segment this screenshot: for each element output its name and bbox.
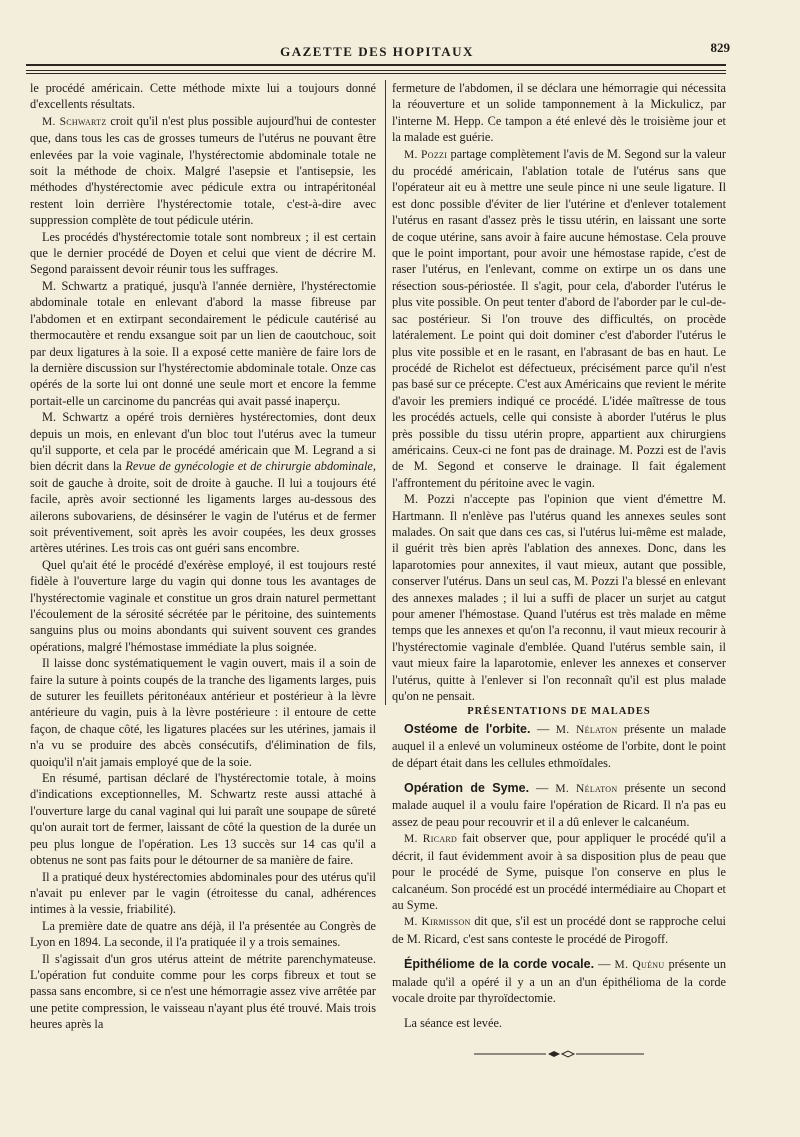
speaker-name: M. Nélaton: [555, 723, 618, 736]
case-osteome: [392, 721, 726, 771]
paragraph-text: présente un second malade auquel il a voulu faire l'opération de Ricard. Il n'a pas eu assez de peau pour recouvrir et il a dû enlever le calcanéum.: [392, 781, 726, 829]
paragraph-pozzi: [392, 146, 726, 492]
journal-reference: Revue de gynécologie et de chirurgie abdominale: [125, 459, 373, 474]
speaker-name: M. Pozzi: [404, 148, 448, 161]
spacer: [392, 947, 726, 956]
paragraph-text: croit qu'il n'est plus possible aujourd'hui de contester que, dans tous les cas de grosses tumeurs de l'utérus ne pouvant être enlevées par la voie vaginale, l'hystérectomie abdominale totale ne soit la méthode de choix. Malgré l'asepsie et l'antisepsie, les méthodes d'hystérectomie avec pédicule extra ou intrapéritonéal restent loin derrière l'hystérectomie totale, c'est-à-dire avec suppression complète de tout pédicule utérin.: [30, 113, 376, 228]
page-header: [26, 40, 728, 60]
paragraph-kirmisson: [392, 913, 726, 947]
page-number: 829: [710, 40, 730, 55]
spacer: [392, 1006, 726, 1015]
header-rule-thin-2: [26, 73, 726, 74]
paragraph: Quel qu'ait été le procédé d'exérèse employé, il est toujours resté fidèle à l'ouverture large du vagin qui donne tous les avantages de l'hystérectomie vaginale et constitue un gros drain naturel permettant l'écoulement de la sérosité sécrétée par le péritoine, des suintements sanguins plus ou moins abondants qui suivent souvent ces grandes opérations, malgré l'hémostase immédiate la plus soignée.: [30, 557, 376, 654]
paragraph: fermeture de l'abdomen, il se déclara une hémorragie qui nécessita la réouverture et un solide tamponnement à la Mickulicz, par l'interne M. Hepp. Ce tampon a été enlevé dès le troisième jour et la malade est guérie.: [392, 81, 726, 145]
speaker-name: M. Kirmisson: [404, 916, 471, 929]
paragraph: Il s'agissait d'un gros utérus atteint de métrite parenchymateuse. L'opération fut conduite comme pour les corps fibreux et tout se passa sans encombre, si ce n'est une hémorragie assez vive arrêtée par une petite compression, le vaisseau n'ayant plus été trouvé. Mais trois heures après la: [30, 951, 376, 1032]
section-heading: PRÉSENTATIONS DE MALADES: [467, 706, 651, 718]
paragraph-ricard: [392, 830, 726, 913]
paragraph: Il a pratiqué deux hystérectomies abdominales pour des utérus qu'il n'avait pu enlever par le vagin (étroitesse du canal, adhérences intimes à la vessie, friabilité).: [30, 869, 376, 917]
case-syme: [392, 780, 726, 830]
speaker-name: M. Nélaton: [555, 783, 618, 796]
paragraph-text: , soit de gauche à droite, soit de droite à gauche. Il lui a toujours été facile, après avoir sectionné les ligaments larges au-dessous des ailerons subovariens, de désinsérer le vagin de l'utérus et de fermer soit préventivement, soit après les avoir coupées, les deux grosses artères utérines. Les trois cas ont guéri sans encombre.: [30, 459, 376, 556]
case-title: Épithéliome de la corde vocale.: [404, 957, 595, 972]
closing-line: La séance est levée.: [404, 1016, 503, 1031]
dash: —: [594, 957, 615, 972]
speaker-name: M. Quénu: [614, 959, 665, 972]
paragraph: M. Pozzi n'accepte pas l'opinion que vient d'émettre M. Hartmann. Il n'enlève pas l'utérus quand les annexes seules sont malades. On sait que dans ces cas, si l'utérus lui-même est malade, il guérit très bien après l'ablation des annexes. Donc, dans les laparotomies pour annexites, il vaut mieux, autant que possible, conserver l'utérus. Dans un seul cas, M. Pozzi l'a blessé en enlevant des annexes malades ; il lui a suffi de placer un surjet au catgut pour amener l'hémostase. Quand l'utérus est très malade en même temps que les annexes et qu'on l'a reconnu, il vaut mieux recourir à l'hystérectomie vaginale d'emblée. Quand l'utérus semble sain, il vaut mieux faire la laparotomie, enlever les annexes et conserver l'utérus, quitte à l'enlever si l'on reconnaît qu'il est plus malade qu'on ne pensait.: [392, 492, 726, 704]
paragraph-text: partage complètement l'avis de M. Segond sur la valeur du procédé américain, l'ablation totale de l'utérus sans que l'opérateur ait eu à mettre une seule pince ni une seule ligature. Il est donc possible d'éviter de lier l'utérine et d'enlever totalement l'utérus en rasant d'assez près le tissu utérin, en laissant une sorte de coque utérine, sans avoir à faire aucune hémostase. Cela prouve que le point important, pour avoir une hémostase rapide, c'est de raser l'utérus, en l'enlevant, comme on extirpe un os dans une résection sous-périostée. Il s'agit, pour cela, d'aborder l'utérus le plus vite possible. On peut tenter d'abord de l'aborder par le cul-de-sac postérieur. Si l'on trouve des difficultés, on procède latéralement. Le point qui doit dominer c'est d'aborder l'utérus le plus vite possible et en le rasant, en l'abrasant de bas en haut. Le procédé de Richelot est défectueux, précisément parce qu'il n'est pas basé sur ce précepte. C'est aux Américains que revient le mérite d'avoir les premiers indiqué ce procédé. L'idée maîtresse de tous les procédés actuels, celle qui consiste à aborder l'utérus le plus près possible du tissu utérin propre, appartient aux chirurgiens américains. Ceux-ci ne font pas de drainage. M. Pozzi est de l'avis de M. Segond et conserve le drainage. Il fait également l'affrontement du péritoine avec le vagin.: [392, 146, 726, 490]
speaker-name: M. Schwartz: [42, 115, 107, 128]
paragraph: En résumé, partisan déclaré de l'hystérectomie totale, à moins d'indications exceptionnelles, M. Schwartz reste aussi attaché à l'ouverture large du canal vaginal qui lui paraît une soupape de sûreté qu'on aurait tort de fermer, laissant de côté la question de la durée un peu plus longue de l'opération. Les 13 succès sur 14 cas qu'il a obtenus ne sont pas faits pour le détourner de sa manière de faire.: [30, 771, 376, 868]
paragraph: M. Schwartz a pratiqué, jusqu'à l'année dernière, l'hystérectomie abdominale totale en enlevant d'abord la masse fibreuse par l'abdomen et en extirpant secondairement le pédicule cautérisé au thermocautère et rendu exsangue soit par un lien de caoutchouc, soit par deux ligatures à la soie. Il a exposé cette manière de faire lors de la dernière discussion sur l'hystérectomie abdominale totale. Onze cas opérés de la sorte lui ont donné une seule mort et encore la femme portait-elle un carcinome du pancréas qui avait passé inaperçu.: [30, 278, 376, 408]
column-divider: [385, 80, 386, 705]
paragraph-text: présente un malade auquel il a enlevé un volumineux ostéome de l'orbite, dont le point de départ était dans les cellules ethmoïdales.: [392, 721, 726, 770]
paragraph-text: dit que, s'il est un procédé dont se rapproche celui de M. Ricard, c'est sans conteste le procédé de Pirogoff.: [392, 914, 726, 946]
case-title: Opération de Syme.: [404, 781, 530, 796]
journal-title: GAZETTE DES HOPITAUX: [280, 44, 474, 59]
paragraph: Les procédés d'hystérectomie totale sont nombreux ; il est certain que le dernier procédé de Doyen et celui que vient de décrire M. Segond paraissent devoir réunir tous les suffrages.: [30, 229, 376, 277]
header-rule-thick: [26, 64, 726, 66]
case-epitheliome: [392, 956, 726, 1006]
end-ornament-icon: [474, 1050, 644, 1058]
paragraph-schwartz: [30, 113, 376, 229]
dash: —: [529, 781, 556, 796]
paragraph: le procédé américain. Cette méthode mixte lui a toujours donné d'excellents résultats.: [30, 81, 376, 112]
header-rule-thin: [26, 70, 726, 71]
paragraph-journal-ref: [30, 409, 376, 557]
paragraph: Il laisse donc systématiquement le vagin ouvert, mais il a soin de faire la suture à points coupés de la tranche des ligaments larges, puis de suturer les feuillets péritonéaux antérieur et postérieur à la lèvre antérieure du vagin, puis à la lèvre postérieure : il entoure de cette façon, de chaque côté, les ligatures placées sur les utérines, jamais il n'a vu se produire des abcès consécutifs, d'élimination de fils, quoiqu'il n'ait jamais employé que de la soie.: [30, 656, 376, 769]
paragraph-text: fait observer que, pour appliquer le procédé qu'il a décrit, il faut évidemment avoir à sa disposition plus de peau que pour le procédé de Syme, puisque l'on conserve en plus le calcanéum. Son procédé est un procédé intermédiaire au Chopart et au Syme.: [392, 831, 726, 912]
dash: —: [530, 721, 556, 736]
right-column: [392, 80, 726, 1058]
paragraph-text: présente un malade qu'il a opéré il y a un an d'un épithélioma de la corde vocale droite par thyroïdectomie.: [392, 957, 727, 1005]
speaker-name: M. Ricard: [404, 833, 458, 846]
paragraph: La première date de quatre ans déjà, il l'a présentée au Congrès de Lyon en 1894. La seconde, il l'a pratiquée il y a trois semaines.: [30, 918, 376, 950]
paragraph-text: M. Schwartz a opéré trois dernières hystérectomies, dont deux depuis un mois, en enlevant d'un bloc tout l'utérus avec la tumeur qu'il supporte, et cela par le procédé américain que M. Legrand a si bien décrit dans la: [30, 410, 376, 474]
spacer: [392, 771, 726, 780]
left-column: [30, 80, 376, 1033]
case-title: Ostéome de l'orbite.: [404, 721, 531, 736]
